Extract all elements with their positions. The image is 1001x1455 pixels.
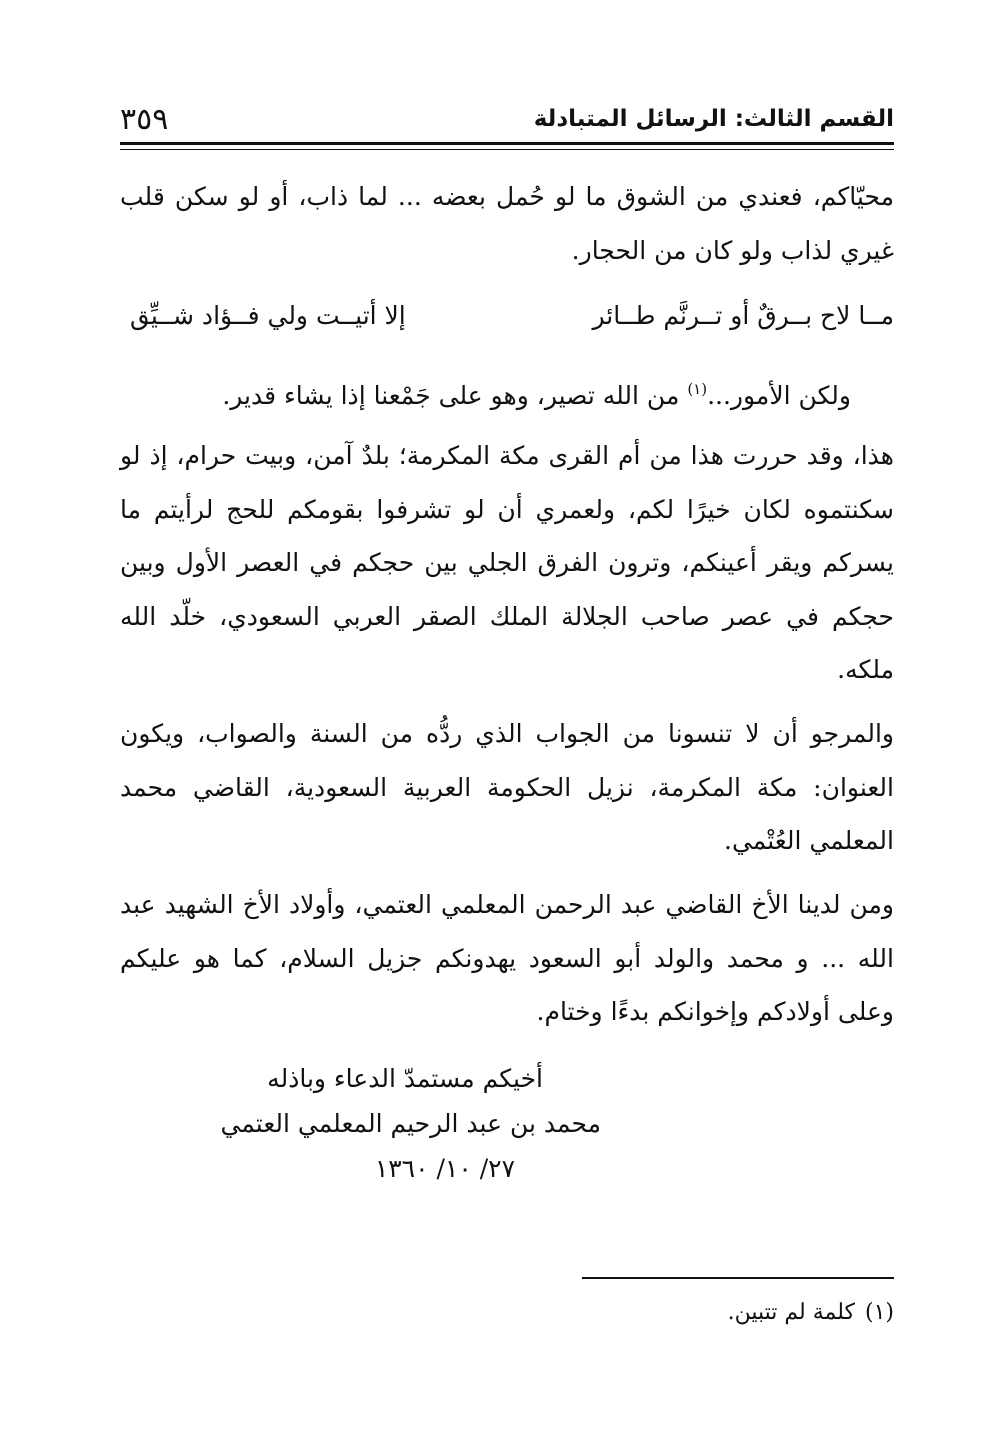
- poetry-verse: [120, 289, 894, 343]
- continuation-text-start: ولكن الأمور...: [707, 381, 851, 410]
- verse-second-hemistich: إلا أتيــت ولي فــؤاد شــيِّق: [130, 301, 406, 330]
- paragraph-4: ومن لدينا الأخ القاضي عبد الرحمن المعلمي العتمي، وأولاد الأخ الشهيد عبد الله ... و محمد والولد أبو السعود يهدونكم جزيل السلام، كما هو عليكم وعلى أولادكم وإخوانكم بدءًا وختام.: [120, 890, 894, 1027]
- footnote-marker: (١): [864, 1300, 894, 1325]
- verse-continuation: [151, 362, 851, 423]
- paragraph-1: محيّاكم، فعندي من الشوق ما لو حُمل بعضه ... لما ذاب، أو لو سكن قلب غيري لذاب ولو كان من الحجار.: [120, 182, 894, 265]
- section-title: القسم الثالث: الرسائل المتبادلة: [533, 106, 894, 132]
- signature-name: محمد بن عبد الرحيم المعلمي العتمي: [220, 1109, 601, 1138]
- paragraph-2: هذا، وقد حررت هذا من أم القرى مكة المكرمة؛ بلدٌ آمن، وبيت حرام، إذ لو سكنتموه لكان خيرًا لكم، ولعمري أن لو تشرفوا بقومكم للحج لرأيتم ما يسركم ويقر أعينكم، وترون الفرق الجلي بين حجكم في العصر الأول وبين حجكم في عصر صاحب الجلالة الملك الصقر العربي السعودي، خلّد الله ملكه.: [120, 441, 894, 685]
- signature-salutation: أخيكم مستمدّ الدعاء وباذله: [267, 1064, 543, 1093]
- footnote-reference[interactable]: (١): [687, 380, 708, 398]
- header-rule-thick: [120, 142, 894, 145]
- footnote-separator: [582, 1277, 894, 1279]
- footnote-text: كلمة لم تتبين.: [727, 1300, 855, 1325]
- page-number: ٣٥٩: [120, 102, 169, 137]
- verse-first-hemistich: مــا لاح بــرقٌ أو تــرنَّم طــائر: [592, 301, 894, 330]
- footnote: [728, 1296, 894, 1330]
- running-header: [120, 100, 894, 140]
- signature-date: ٢٧/ ١٠/ ١٣٦٠: [374, 1154, 515, 1183]
- paragraph-3: والمرجو أن لا تنسونا من الجواب الذي ردُّه من السنة والصواب، ويكون العنوان: مكة المكرمة، نزيل الحكومة العربية السعودية، القاضي محمد المعلمي العُتْمي.: [120, 719, 894, 856]
- header-rule-thin: [120, 149, 894, 150]
- continuation-text-end: من الله تصير، وهو على جَمْعنا إذا يشاء قدير.: [222, 381, 688, 410]
- signature-block: [220, 1056, 601, 1191]
